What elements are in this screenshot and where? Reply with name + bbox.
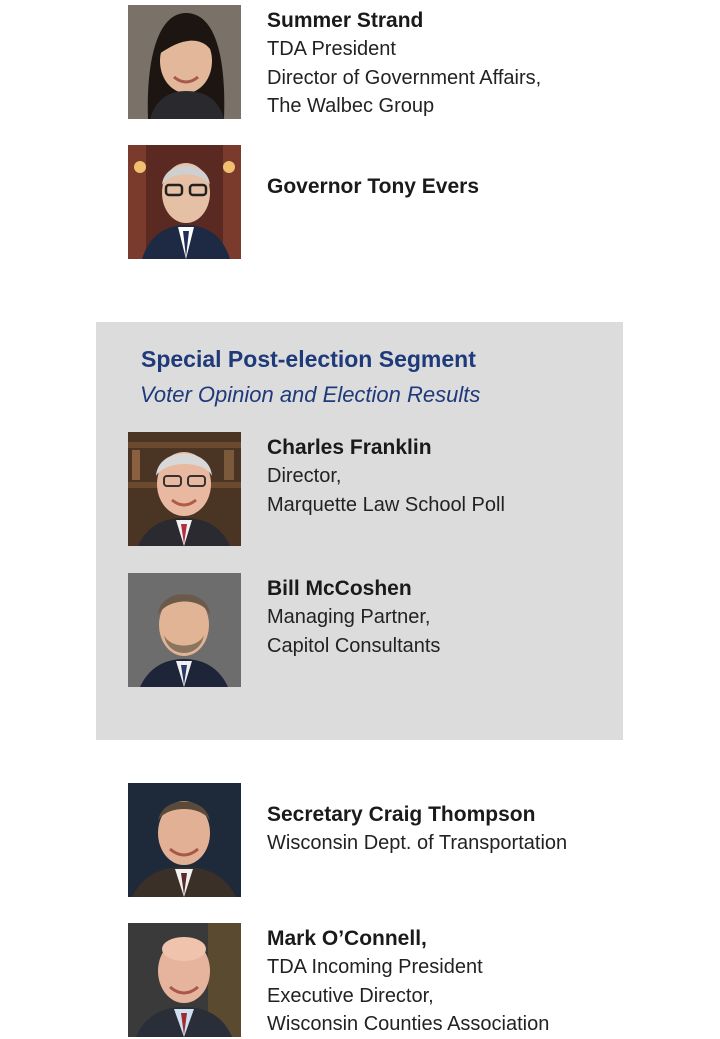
portrait-image xyxy=(128,432,241,546)
speaker-title-line: Wisconsin Dept. of Transportation xyxy=(267,832,568,854)
speaker-title-line: Marquette Law School Poll xyxy=(267,493,505,516)
speaker-title-line: TDA President xyxy=(267,38,396,60)
speaker-name: Charles Franklin xyxy=(267,436,432,459)
speaker-name: Bill McCoshen xyxy=(267,577,412,600)
speaker-name: Secretary Craig Thompson xyxy=(267,803,536,826)
speaker-craig-thompson xyxy=(128,783,648,897)
speaker-bill-mccoshen xyxy=(128,573,648,687)
speaker-title-line: Executive Director, xyxy=(267,984,434,1007)
segment-title: Special Post-election Segment xyxy=(141,346,476,372)
speaker-charles-franklin xyxy=(128,432,648,546)
portrait-image xyxy=(128,923,241,1037)
speaker-name: Mark O’Connell, xyxy=(267,927,427,950)
segment-subtitle: Voter Opinion and Election Results xyxy=(140,382,481,407)
portrait-image xyxy=(128,145,241,259)
speaker-title-line: TDA Incoming President xyxy=(267,956,483,978)
portrait-image xyxy=(128,783,241,897)
speaker-title-line: Capitol Consultants xyxy=(267,634,441,657)
speaker-title-line: Director of Government Affairs, xyxy=(267,66,542,89)
speaker-title-line: Wisconsin Counties Association xyxy=(267,1013,550,1035)
speaker-mark-oconnell xyxy=(128,923,648,1037)
speaker-name: Summer Strand xyxy=(267,9,424,32)
speaker-summer-strand xyxy=(128,5,648,119)
portrait-image xyxy=(128,5,241,119)
speaker-tony-evers xyxy=(128,145,648,259)
speaker-title-line: Director, xyxy=(267,465,342,487)
speaker-name: Governor Tony Evers xyxy=(267,175,480,198)
speaker-title-line: Managing Partner, xyxy=(267,606,431,628)
speaker-title-line: The Walbec Group xyxy=(267,95,435,117)
portrait-image xyxy=(128,573,241,687)
